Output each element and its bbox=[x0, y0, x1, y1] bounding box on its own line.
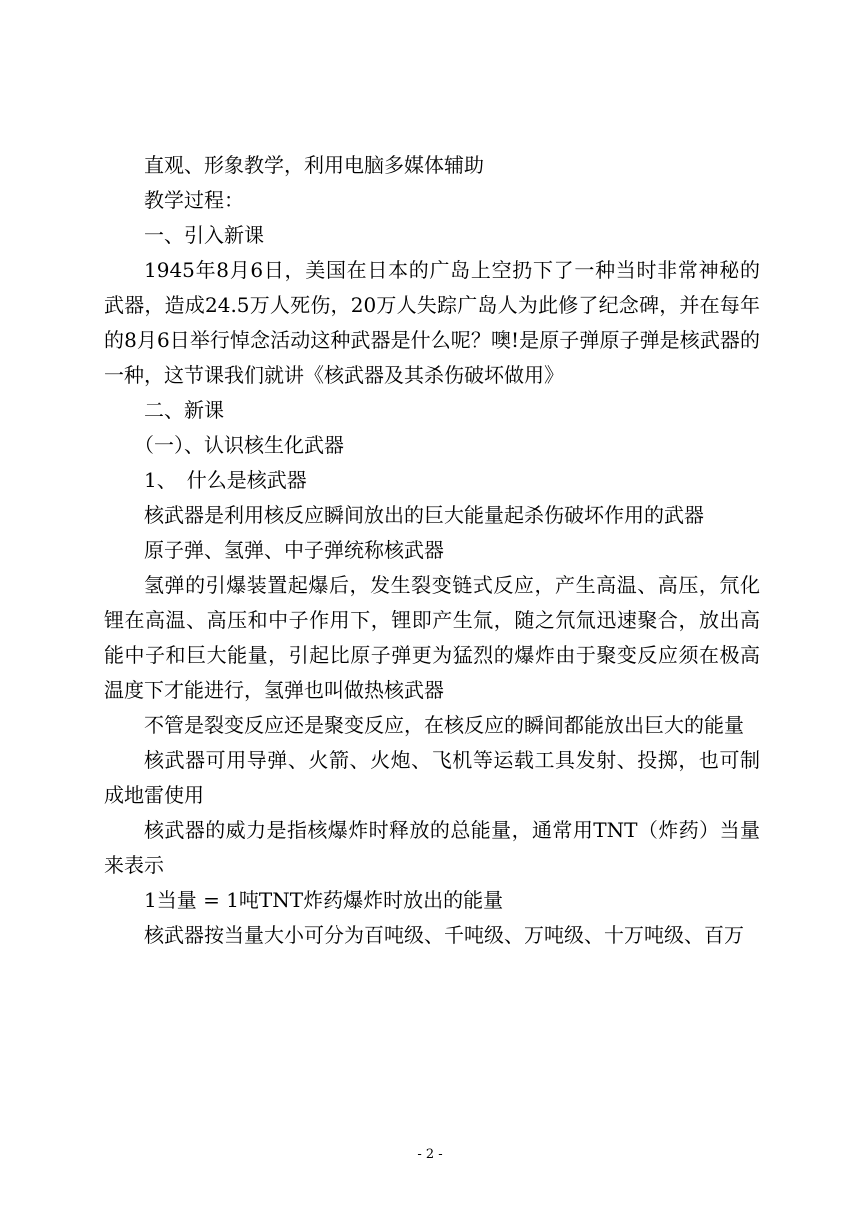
paragraph: 核武器按当量大小可分为百吨级、千吨级、万吨级、十万吨级、百万 bbox=[144, 923, 744, 947]
numbered-heading: 1、 什么是核武器 bbox=[144, 468, 307, 492]
document-body bbox=[104, 148, 760, 953]
subsection-heading: （一）、认识核生化武器 bbox=[134, 433, 344, 457]
paragraph: 核武器的威力是指核爆炸时释放的总能量，通常用TNT（炸药）当量来表示 bbox=[104, 818, 760, 877]
section-heading: 二、新课 bbox=[144, 398, 224, 422]
paragraph: 不管是裂变反应还是聚变反应，在核反应的瞬间都能放出巨大的能量 bbox=[144, 713, 744, 737]
paragraph: 核武器可用导弹、火箭、火炮、飞机等运载工具发射、投掷，也可制成地雷使用 bbox=[104, 748, 760, 807]
paragraph: 原子弹、氢弹、中子弹统称核武器 bbox=[144, 538, 444, 562]
paragraph: 教学过程： bbox=[144, 188, 244, 212]
section-heading: 一、引入新课 bbox=[144, 223, 264, 247]
paragraph: 氢弹的引爆装置起爆后，发生裂变链式反应，产生高温、高压，氘化锂在高温、高压和中子作用下，锂即产生氚，随之氘氚迅速聚合，放出高能中子和巨大能量，引起比原子弹更为猛烈的爆炸由于聚变反应须在极高温度下才能进行，氢弹也叫做热核武器 bbox=[104, 573, 760, 702]
paragraph: 核武器是利用核反应瞬间放出的巨大能量起杀伤破坏作用的武器 bbox=[144, 503, 704, 527]
paragraph: 1当量 = 1吨TNT炸药爆炸时放出的能量 bbox=[144, 888, 504, 912]
paragraph: 1945年8月6日，美国在日本的广岛上空扔下了一种当时非常神秘的武器，造成24.5万人死伤，20万人失踪广岛人为此修了纪念碑，并在每年的8月6日举行悼念活动这种武器是什么呢？噢!是原子弹原子弹是核武器的一种，这节课我们就讲《核武器及其杀伤破坏做用》 bbox=[104, 258, 760, 387]
page-number: - 2 - bbox=[417, 1147, 443, 1162]
paragraph: 直观、形象教学，利用电脑多媒体辅助 bbox=[144, 153, 484, 177]
